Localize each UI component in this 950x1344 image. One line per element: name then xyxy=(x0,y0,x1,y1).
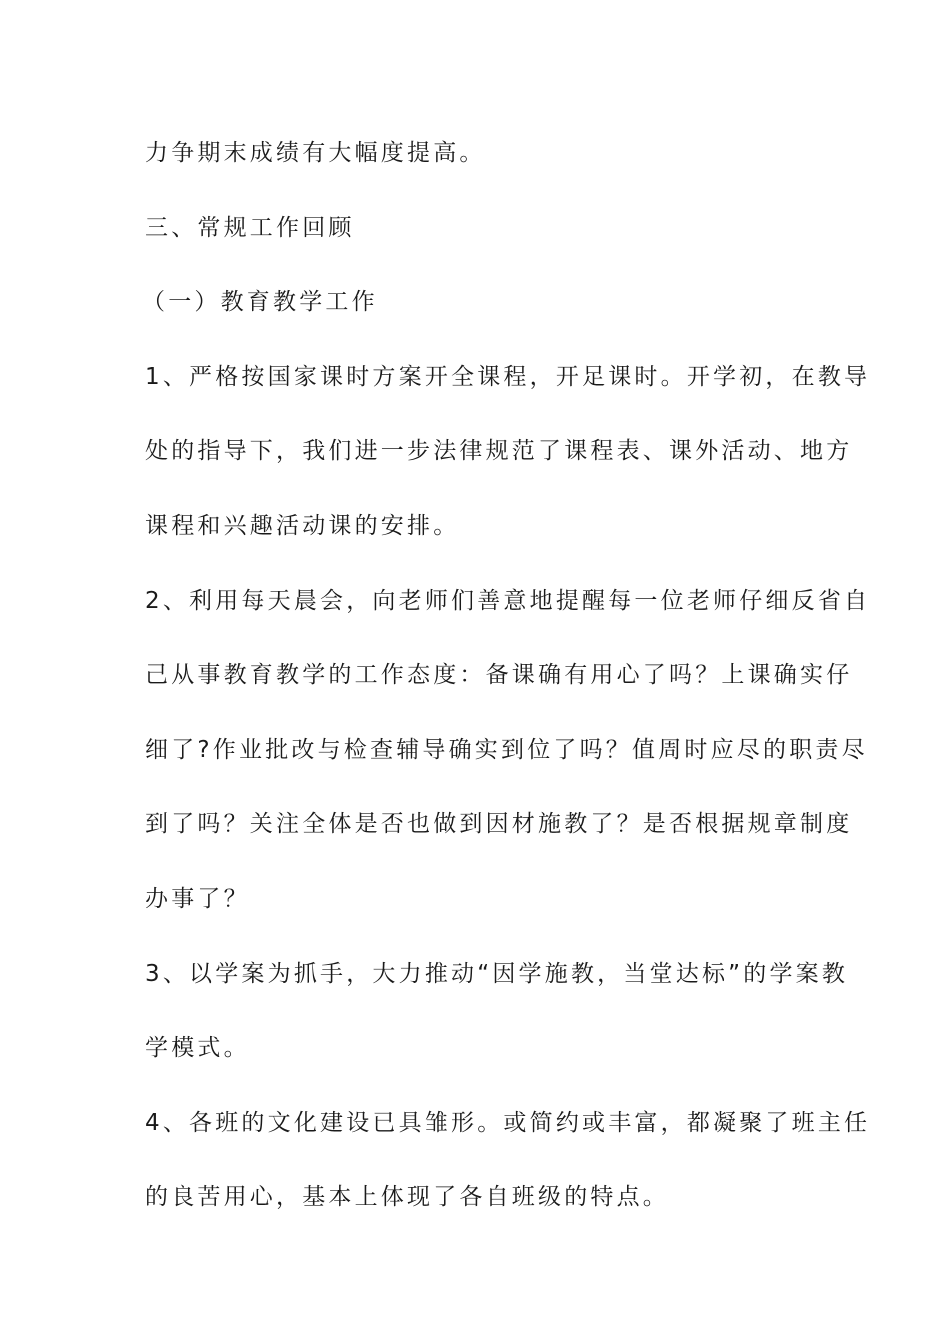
paragraph-line: 处的指导下，我们进一步法律规范了课程表、课外活动、地方 xyxy=(145,438,853,465)
paragraph-line: 4、各班的文化建设已具雏形。或简约或丰富，都凝聚了班主任 xyxy=(145,1109,871,1136)
paragraph-line: 课程和兴趣活动课的安排。 xyxy=(145,512,460,539)
document-body xyxy=(142,128,871,1247)
paragraph-line: 的良苦用心，基本上体现了各自班级的特点。 xyxy=(145,1184,669,1211)
paragraph-line: 己从事教育教学的工作态度：备课确有用心了吗？上课确实仔 xyxy=(145,662,853,689)
paragraph-line: 到了吗？关注全体是否也做到因材施教了？是否根据规章制度 xyxy=(145,811,853,838)
subsection-heading: （一）教育教学工作 xyxy=(142,289,378,316)
paragraph-line: 1、严格按国家课时方案开全课程，开足课时。开学初，在教导 xyxy=(145,363,871,390)
paragraph-line: 细了?作业批改与检查辅导确实到位了吗？值周时应尽的职责尽 xyxy=(145,736,868,763)
paragraph-line: 学模式。 xyxy=(145,1035,250,1062)
paragraph-line: 力争期末成绩有大幅度提高。 xyxy=(145,140,486,166)
paragraph-line: 2、利用每天晨会，向老师们善意地提醒每一位老师仔细反省自 xyxy=(145,587,871,614)
paragraph-line: 3、以学案为抓手，大力推动“因学施教，当堂达标”的学案教 xyxy=(145,960,849,987)
paragraph-line: 办事了？ xyxy=(145,885,250,912)
section-heading: 三、常规工作回顾 xyxy=(145,214,355,241)
